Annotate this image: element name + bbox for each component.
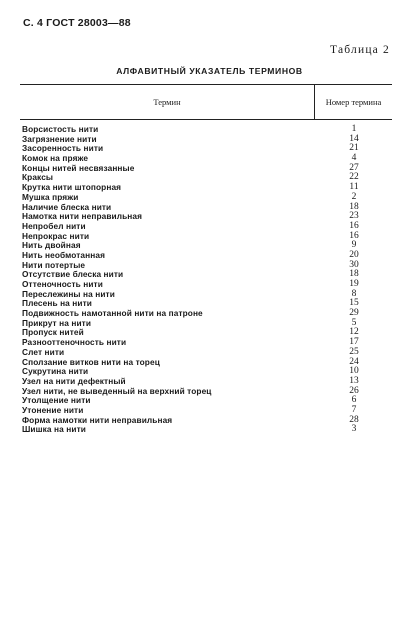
term-number: 19 <box>349 279 359 289</box>
term-name: Пропуск нитей <box>22 327 84 338</box>
table-header <box>20 84 392 120</box>
column-header-number: Номер термина <box>325 97 382 107</box>
term-name: Оттеночность нити <box>22 279 103 289</box>
term-name: Узел нити, не выведенный на верхний торец <box>22 385 212 396</box>
term-number: 26 <box>349 385 359 396</box>
term-name: Утолщение нити <box>22 395 91 406</box>
term-name: Узел на нити дефектный <box>22 375 126 386</box>
table-row <box>22 425 362 435</box>
term-number: 14 <box>349 133 359 144</box>
term-number: 25 <box>349 346 359 357</box>
term-number: 13 <box>349 375 359 386</box>
term-name: Ворсистость нити <box>22 124 99 134</box>
table-label: Таблица 2 <box>330 44 390 56</box>
term-name: Отсутствие блеска нити <box>22 269 124 280</box>
term-name: Плесень на нити <box>22 298 92 309</box>
term-name: Разнооттеночность нити <box>22 337 127 348</box>
term-number: 3 <box>351 424 357 435</box>
term-number: 28 <box>349 414 359 425</box>
term-number: 27 <box>349 162 359 173</box>
term-number: 12 <box>349 327 359 338</box>
term-number: 10 <box>349 366 359 377</box>
term-name: Непробел нити <box>22 220 86 231</box>
table-row <box>22 338 362 348</box>
term-number: 6 <box>351 395 357 406</box>
term-name: Переслежины на нити <box>22 288 115 299</box>
term-number: 2 <box>351 191 357 202</box>
term-name: Наличие блеска нити <box>22 201 112 212</box>
term-name: Нить двойная <box>22 240 81 251</box>
term-name: Концы нитей несвязанные <box>22 162 135 173</box>
term-name: Прикрут на нити <box>22 317 92 328</box>
table-row <box>22 164 362 174</box>
term-name: Шишка на нити <box>22 424 86 435</box>
term-number: 21 <box>349 143 359 154</box>
term-name: Краксы <box>22 172 54 183</box>
term-number: 7 <box>351 404 357 415</box>
term-name: Загрязнение нити <box>22 133 97 144</box>
term-number: 11 <box>349 182 359 193</box>
term-number: 4 <box>351 153 357 164</box>
term-name: Утонение нити <box>22 404 84 415</box>
term-name: Нить необмотанная <box>22 249 106 260</box>
term-name: Намотка нити неправильная <box>22 211 143 222</box>
term-number: 17 <box>349 337 359 348</box>
table-title: АЛФАВИТНЫЙ УКАЗАТЕЛЬ ТЕРМИНОВ <box>116 66 303 76</box>
term-number: 20 <box>349 249 359 260</box>
term-number: 8 <box>351 288 357 299</box>
term-number: 30 <box>349 259 359 270</box>
page-header: С. 4 ГОСТ 28003—88 <box>23 17 131 29</box>
term-number: 1 <box>351 124 357 134</box>
term-name: Сползание витков нити на торец <box>22 356 160 367</box>
term-index-list <box>22 125 362 435</box>
term-number: 18 <box>349 269 359 280</box>
term-number: 16 <box>349 230 359 241</box>
term-number: 24 <box>349 356 359 367</box>
term-number: 18 <box>349 201 359 212</box>
term-number: 15 <box>349 298 359 309</box>
term-number: 23 <box>349 211 359 222</box>
term-name: Слет нити <box>22 346 65 357</box>
term-name: Форма намотки нити неправильная <box>22 414 173 425</box>
term-number: 22 <box>349 172 359 183</box>
term-number: 9 <box>351 240 357 251</box>
term-name: Сукрутина нити <box>22 366 89 377</box>
term-name: Подвижность намотанной нити на патроне <box>22 308 203 319</box>
term-number: 29 <box>349 308 359 319</box>
term-name: Непрокрас нити <box>22 230 90 241</box>
term-name: Засоренность нити <box>22 143 104 154</box>
column-header-term: Термин <box>153 97 181 107</box>
term-number: 5 <box>351 317 357 328</box>
term-name: Нити потертые <box>22 259 86 270</box>
term-name: Мушка пряжи <box>22 191 79 202</box>
term-name: Крутка нити штопорная <box>22 182 122 193</box>
term-number: 16 <box>349 220 359 231</box>
term-name: Комок на пряже <box>22 153 89 164</box>
